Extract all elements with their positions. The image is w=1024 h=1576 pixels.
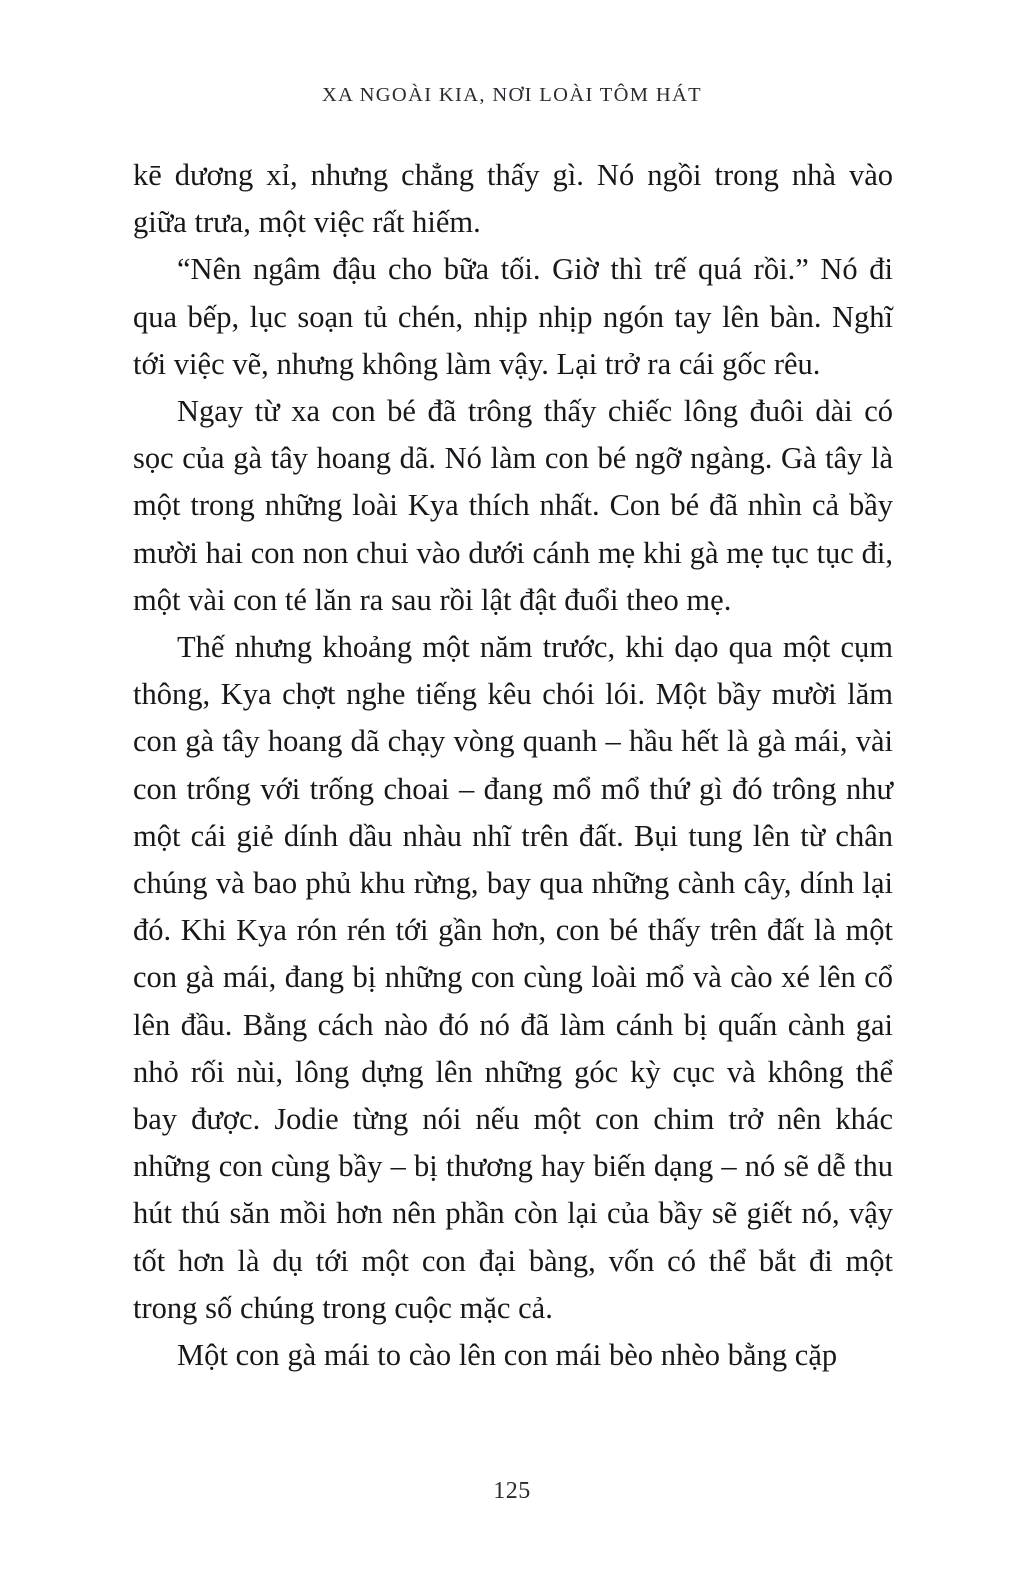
paragraph-2: “Nên ngâm đậu cho bữa tối. Giờ thì trế quá rồi.” Nó đi qua bếp, lục soạn tủ chén, nhịp nhịp ngón tay lên bàn. Nghĩ tới việc vẽ, nhưng không làm vậy. Lại trở ra cái gốc rêu. xyxy=(133,252,893,381)
running-head: XA NGOÀI KIA, NƠI LOÀI TÔM HÁT xyxy=(321,84,703,106)
body-text-block xyxy=(133,152,893,1379)
paragraph-5: Một con gà mái to cào lên con mái bèo nhèo bằng cặp xyxy=(177,1338,838,1373)
paragraph-3: Ngay từ xa con bé đã trông thấy chiếc lông đuôi dài có sọc của gà tây hoang dã. Nó làm con bé ngỡ ngàng. Gà tây là một trong những loài Kya thích nhất. Con bé đã nhìn cả bầy mười hai con non chui vào dưới cánh mẹ khi gà mẹ tục tục đi, một vài con té lăn ra sau rồi lật đật đuổi theo mẹ. xyxy=(133,394,893,617)
page-number: 125 xyxy=(493,1478,531,1504)
paragraph-1: kē dương xỉ, nhưng chẳng thấy gì. Nó ngồi trong nhà vào giữa trưa, một việc rất hiếm. xyxy=(133,158,893,240)
paragraph-4: Thế nhưng khoảng một năm trước, khi dạo qua một cụm thông, Kya chợt nghe tiếng kêu chói lói. Một bầy mười lăm con gà tây hoang dã chạy vòng quanh – hầu hết là gà mái, vài con trống với trống choai – đang mổ mổ thứ gì đó trông như một cái giẻ dính dầu nhàu nhĩ trên đất. Bụi tung lên từ chân chúng và bao phủ khu rừng, bay qua những cành cây, dính lại đó. Khi Kya rón rén tới gần hơn, con bé thấy trên đất là một con gà mái, đang bị những con cùng loài mổ và cào xé lên cổ lên đầu. Bằng cách nào đó nó đã làm cánh bị quấn cành gai nhỏ rối nùi, lông dựng lên những góc kỳ cục và không thể bay được. Jodie từng nói nếu một con chim trở nên khác những con cùng bầy – bị thương hay biến dạng – nó sẽ dễ thu hút thú săn mồi hơn nên phần còn lại của bầy sẽ giết nó, vậy tốt hơn là dụ tới một con đại bàng, vốn có thể bắt đi một trong số chúng trong cuộc mặc cả. xyxy=(133,630,893,1325)
